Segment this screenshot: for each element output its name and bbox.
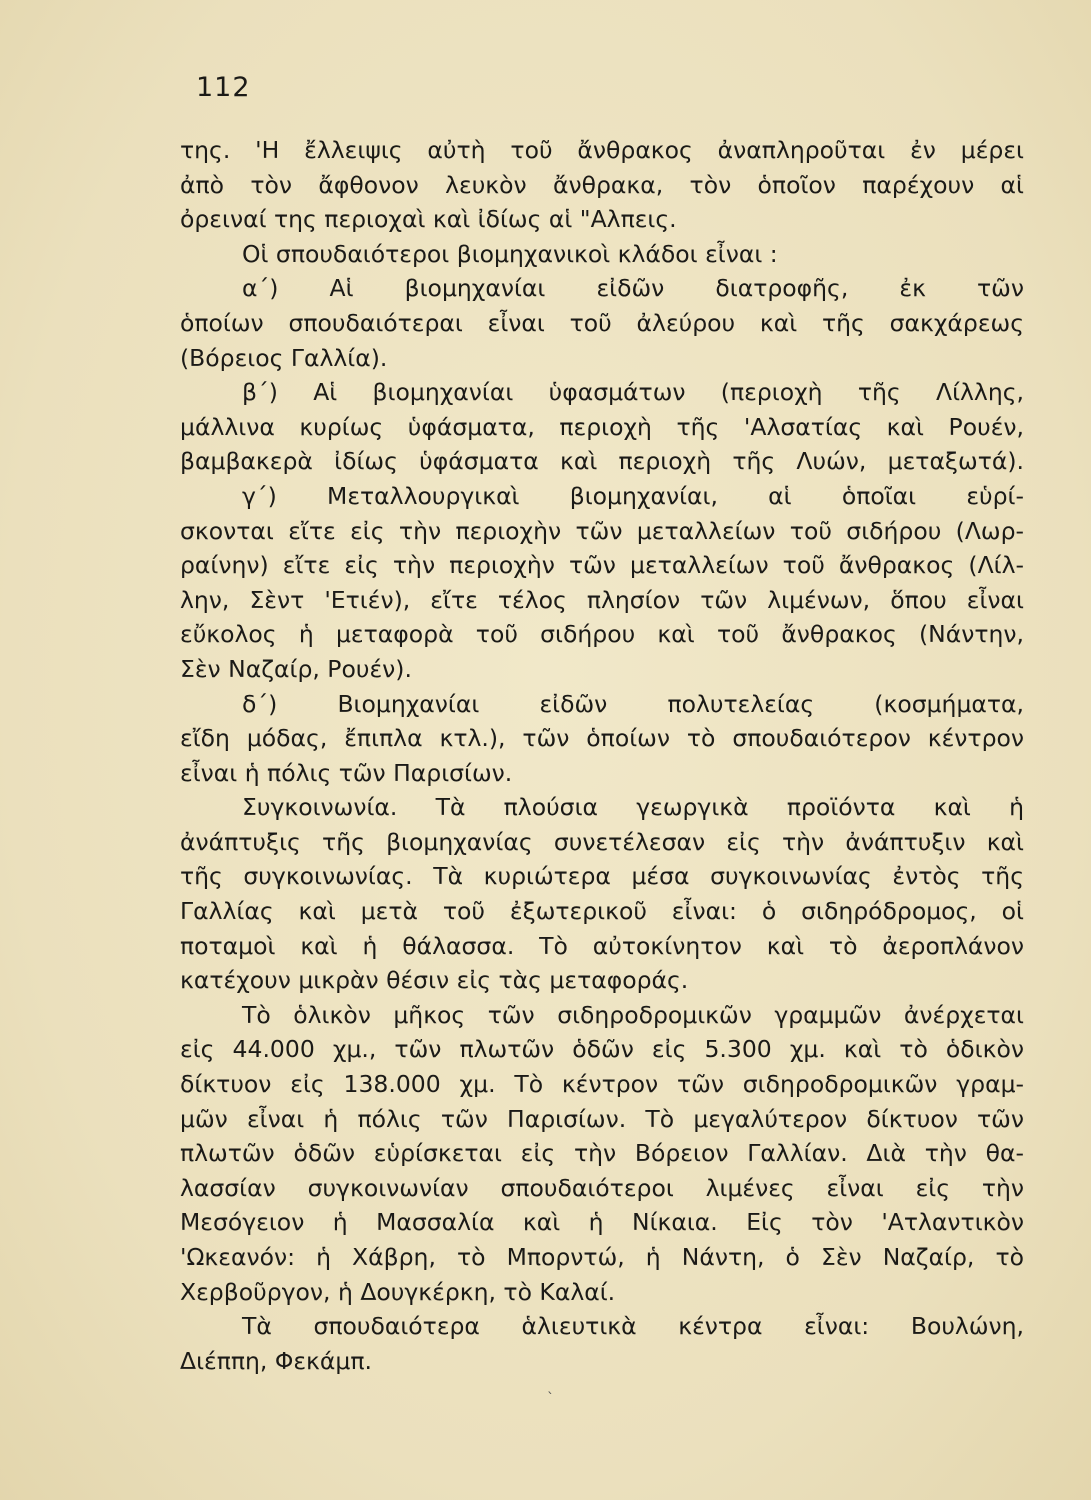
text-line: ὀρειναί της περιοχαὶ καὶ ἰδίως αἱ "Αλπεις. xyxy=(180,205,677,234)
text-line: λασσίαν συγκοινωνίαν σπουδαιότεροι λιμένες εἶναι εἰς τὴν xyxy=(180,1173,1024,1202)
body-text xyxy=(180,133,1024,1378)
text-line: κατέχουν μικρὰν θέσιν εἰς τὰς μεταφοράς. xyxy=(180,966,689,995)
text-line: Μεσόγειον ἡ Μασσαλία καὶ ἡ Νίκαια. Εἰς τὸν 'Ατλαντικὸν xyxy=(180,1208,1024,1237)
text-line: Συγκοινωνία. Τὰ πλούσια γεωργικὰ προϊόντα καὶ ἡ xyxy=(242,793,1024,822)
text-line: ὁποίων σπουδαιότεραι εἶναι τοῦ ἀλεύρου καὶ τῆς σακχάρεως xyxy=(180,308,1024,337)
text-line: (Βόρειος Γαλλία). xyxy=(180,343,388,372)
text-line: δίκτυον εἰς 138.000 χμ. Τὸ κέντρον τῶν σιδηροδρομικῶν γραμ- xyxy=(180,1070,1024,1099)
text-line: Τὸ ὁλικὸν μῆκος τῶν σιδηροδρομικῶν γραμμῶν ἀνέρχεται xyxy=(242,1000,1024,1029)
text-line: μάλλινα κυρίως ὑφάσματα, περιοχὴ τῆς 'Αλσατίας καὶ Ρουέν, xyxy=(180,412,1024,441)
text-line: Τὰ σπουδαιότερα ἁλιευτικὰ κέντρα εἶναι: Βουλώνη, xyxy=(242,1312,1024,1341)
text-line: μῶν εἶναι ἡ πόλις τῶν Παρισίων. Τὸ μεγαλύτερον δίκτυον τῶν xyxy=(180,1104,1024,1133)
text-line: β΄) Αἱ βιομηχανίαι ὑφασμάτων (περιοχὴ τῆς Λίλλης, xyxy=(242,378,1024,407)
text-line: ραίνην) εἴτε εἰς τὴν περιοχὴν τῶν μεταλλείων τοῦ ἄνθρακος (Λίλ- xyxy=(180,551,1024,580)
text-line: ἀπὸ τὸν ἄφθονον λευκὸν ἄνθρακα, τὸν ὁποῖον παρέχουν αἱ xyxy=(180,170,1024,199)
text-line: τῆς συγκοινωνίας. Τὰ κυριώτερα μέσα συγκοινωνίας ἐντὸς τῆς xyxy=(180,862,1024,891)
text-line: Σὲν Ναζαίρ, Ρουέν). xyxy=(180,654,412,683)
text-line: σκονται εἴτε εἰς τὴν περιοχὴν τῶν μεταλλείων τοῦ σιδήρου (Λωρ- xyxy=(180,516,1024,545)
text-line: Χερβοῦργον, ἡ Δουγκέρκη, τὸ Καλαί. xyxy=(180,1277,616,1306)
page-number: 112 xyxy=(196,72,251,103)
text-line: εἶναι ἡ πόλις τῶν Παρισίων. xyxy=(180,758,513,787)
text-line: γ΄) Μεταλλουργικαὶ βιομηχανίαι, αἱ ὁποῖαι εὑρί- xyxy=(242,481,1024,510)
text-line: δ΄) Βιομηχανίαι εἰδῶν πολυτελείας (κοσμήματα, xyxy=(242,689,1024,718)
text-line: εἴδη μόδας, ἔπιπλα κτλ.), τῶν ὁποίων τὸ σπουδαιότερον κέντρον xyxy=(180,724,1024,753)
text-line: ποταμοὶ καὶ ἡ θάλασσα. Τὸ αὐτοκίνητον καὶ τὸ ἀεροπλάνον xyxy=(180,931,1024,960)
text-line: Γαλλίας καὶ μετὰ τοῦ ἐξωτερικοῦ εἶναι: ὁ σιδηρόδρομος, οἱ xyxy=(180,897,1024,926)
text-line: Οἱ σπουδαιότεροι βιομηχανικοὶ κλάδοι εἶναι : xyxy=(242,239,778,268)
text-line: της. 'Η ἔλλειψις αὐτὴ τοῦ ἄνθρακος ἀναπληροῦται ἐν μέρει xyxy=(180,136,1024,164)
text-line: βαμβακερὰ ἰδίως ὑφάσματα καὶ περιοχὴ τῆς Λυών, μεταξωτά). xyxy=(180,447,1024,476)
text-line: 'Ωκεανόν: ἡ Χάβρη, τὸ Μπορντώ, ἡ Νάντη, ὁ Σὲν Ναζαίρ, τὸ xyxy=(180,1243,1024,1271)
text-line: εἰς 44.000 χμ., τῶν πλωτῶν ὁδῶν εἰς 5.300 χμ. καὶ τὸ ὁδικὸν xyxy=(180,1035,1024,1064)
text-line: ἀνάπτυξις τῆς βιομηχανίας συνετέλεσαν εἰς τὴν ἀνάπτυξιν καὶ xyxy=(180,827,1024,856)
text-line: εὔκολος ἡ μεταφορὰ τοῦ σιδήρου καὶ τοῦ ἄνθρακος (Νάντην, xyxy=(180,620,1024,649)
text-line: Διέππη, Φεκάμπ. xyxy=(180,1346,372,1375)
text-line: λην, Σὲντ 'Ετιέν), εἴτε τέλος πλησίον τῶν λιμένων, ὅπου εἶναι xyxy=(180,585,1024,614)
text-line: α΄) Αἱ βιομηχανίαι εἰδῶν διατροφῆς, ἐκ τῶν xyxy=(242,274,1024,303)
stray-mark: ` xyxy=(547,1391,554,1407)
text-line: πλωτῶν ὁδῶν εὑρίσκεται εἰς τὴν Βόρειον Γαλλίαν. Διὰ τὴν θα- xyxy=(180,1139,1024,1168)
